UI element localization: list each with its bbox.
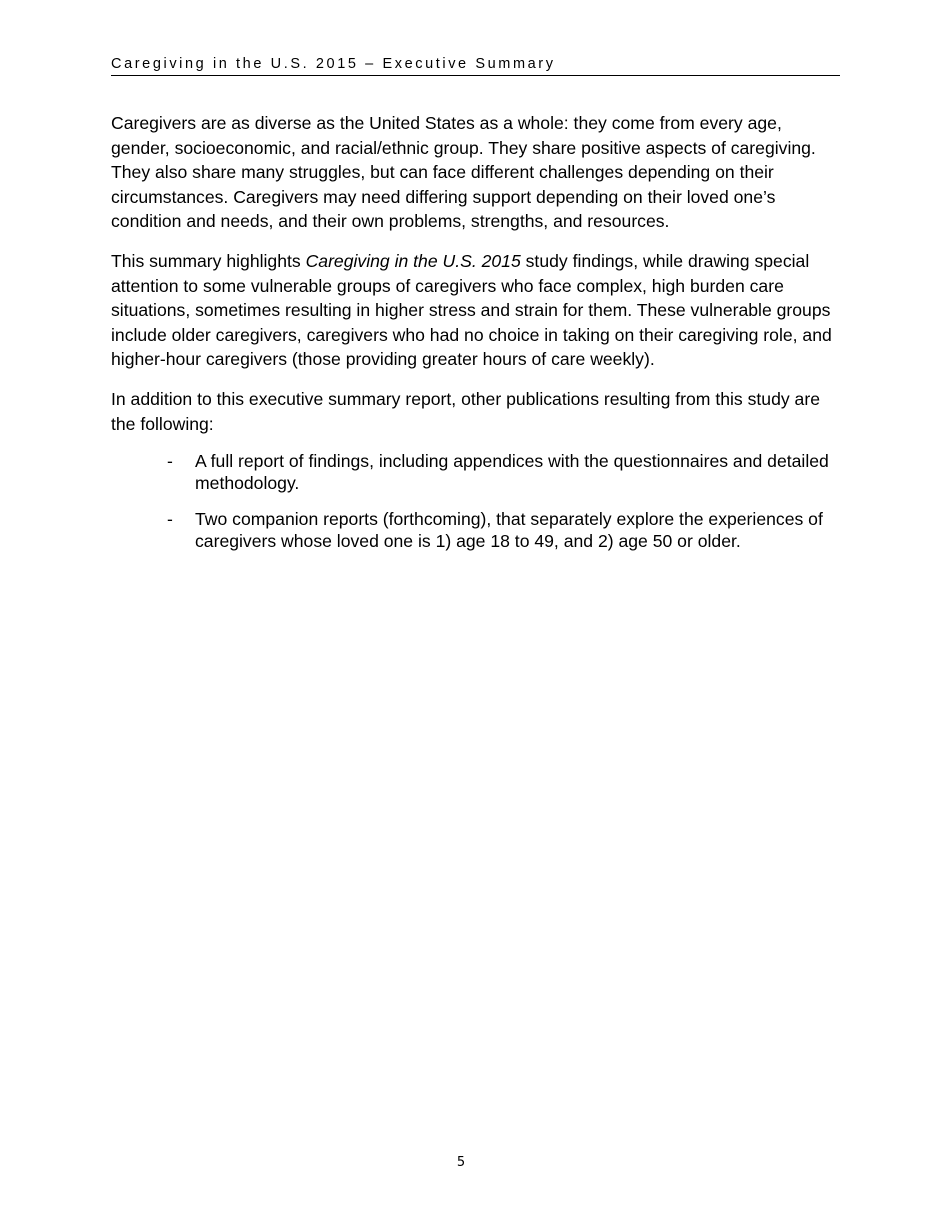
page-number: 5 — [456, 1155, 466, 1170]
bullet-dash: - — [167, 509, 173, 530]
paragraph-summary-rest: study findings, while drawing special attention to some vulnerable groups of caregivers who face complex, high burden care situations, sometimes resulting in higher stress and strain for them. These vulnerable groups include older caregivers, caregivers who had no choice in taking on their caregiving role, and higher-hour caregivers (those providing greater hours of care weekly). — [111, 250, 832, 370]
study-title: Caregiving in the U.S. 2015 — [305, 250, 521, 271]
header-title: Caregiving in the U.S. 2015 – Executive Summary — [111, 56, 556, 72]
body-text — [111, 111, 841, 567]
publications-list — [111, 451, 841, 552]
list-item-text: A full report of findings, including appendices with the questionnaires and detailed methodology. — [195, 451, 829, 493]
paragraph-diversity: Caregivers are as diverse as the United States as a whole: they come from every age, gender, socioeconomic, and racial/ethnic group. They share positive aspects of caregiving. They also share many struggles, but can face different challenges depending on their circumstances. Caregivers may need differing support depending on their loved one’s condition and needs, and their own problems, strengths, and resources. — [111, 113, 816, 232]
paragraph-publications: In addition to this executive summary report, other publications resulting from this study are the following: — [111, 388, 820, 434]
paragraph-summary-lead: This summary highlights — [111, 250, 306, 271]
list-item — [111, 509, 841, 552]
list-item-text: Two companion reports (forthcoming), that separately explore the experiences of caregivers whose loved one is 1) age 18 to 49, and 2) age 50 or older. — [195, 509, 823, 551]
running-header — [111, 56, 840, 76]
list-item — [111, 451, 841, 494]
bullet-dash: - — [167, 451, 173, 472]
paragraph-summary — [111, 249, 841, 372]
